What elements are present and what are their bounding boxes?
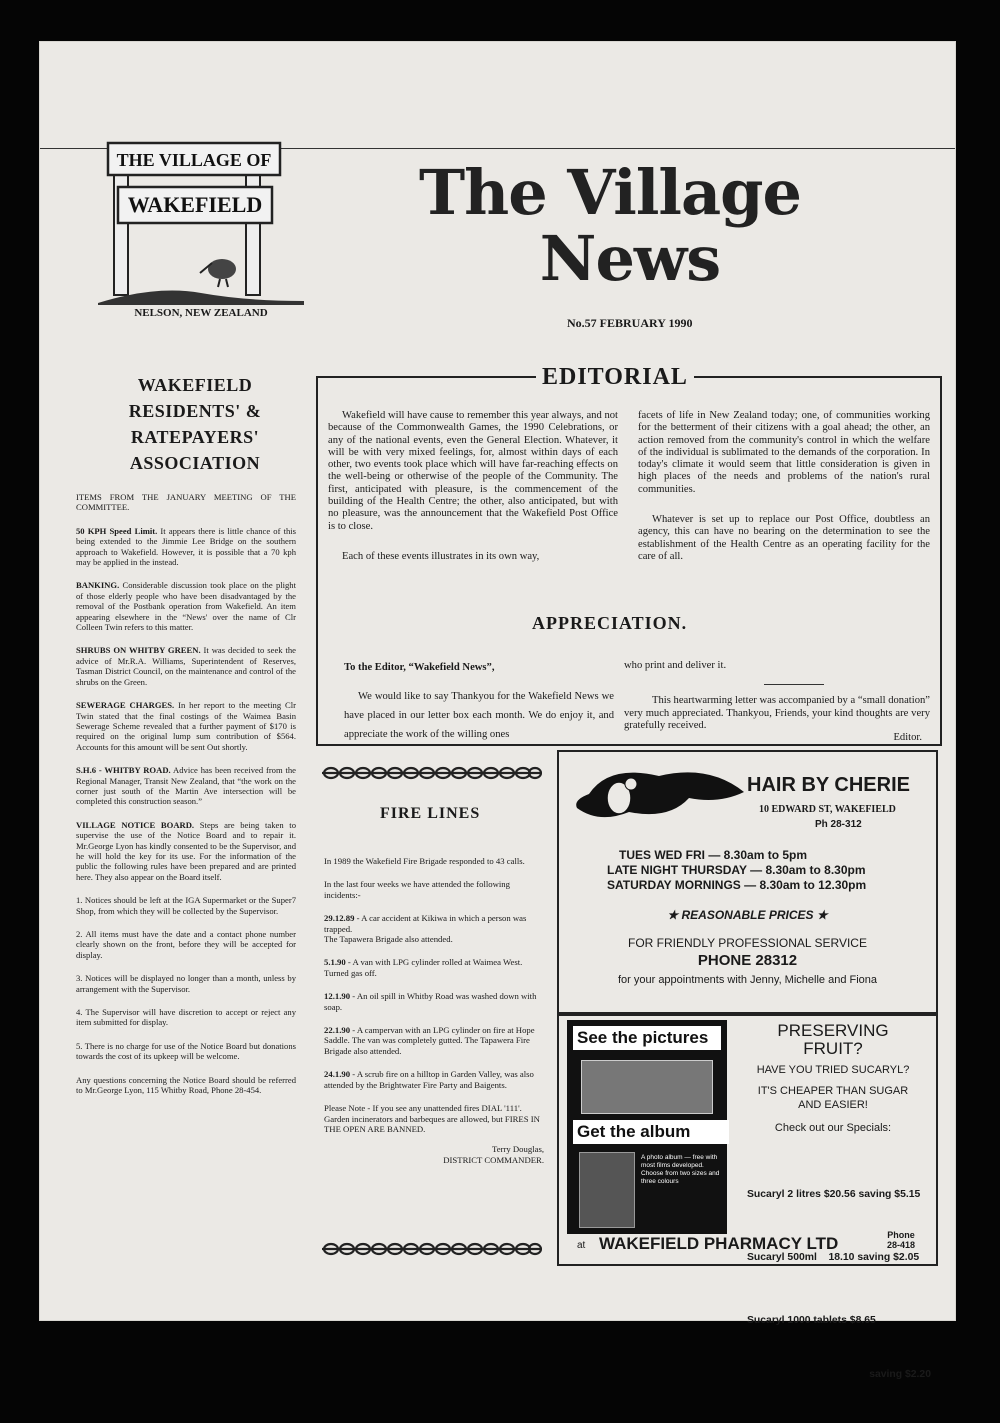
fire-incident: 24.1.90 - A scrub fire on a hilltop in Garden Valley, was also attended by the Brightwater Fire Party and Baigents. (324, 1069, 534, 1090)
heading-line: FRUIT? (803, 1039, 863, 1058)
appreciation-continued: who print and deliver it. (624, 660, 727, 671)
assoc-rule: 1. Notices should be left at the IGA Supermarket or the Super7 Shop, from which they will be collected by the Supervisor. (76, 895, 296, 916)
salon-prices: ★ REASONABLE PRICES ★ (667, 908, 828, 922)
logo-line2: WAKEFIELD (127, 192, 263, 217)
phone-number: 28-418 (887, 1240, 916, 1250)
issue-number: No.57 FEBRUARY 1990 (567, 316, 693, 330)
heading-line: PRESERVING (777, 1021, 889, 1040)
phone-label: Phone (887, 1230, 915, 1240)
association-column (76, 492, 296, 1108)
assoc-rule: 5. There is no charge for use of the Notice Board but donations towards the cost of its upkeep will be welcome. (76, 1040, 296, 1062)
pharmacy-name: WAKEFIELD PHARMACY LTD (599, 1234, 839, 1253)
hours-line: LATE NIGHT THURSDAY — 8.30am to 8.30pm (607, 863, 866, 877)
assoc-intro: ITEMS FROM THE JANUARY MEETING OF THE COMMITTEE. (76, 492, 296, 513)
salon-phone: PHONE 28312 (697, 952, 798, 969)
assoc-item: 50 KPH Speed Limit. It appears there is little chance of this being extended to the Jimmie Lee Bridge on the southern approach to Wakefield. However, it is possible that a 70 kph may be applied in the instead. (76, 525, 296, 568)
special-saving: saving $2.20 (869, 1369, 931, 1380)
divider (764, 684, 824, 685)
claim-line: AND EASIER! (798, 1099, 868, 1111)
chain-border-icon (322, 1242, 542, 1256)
salon-phone-small: Ph 28-312 (815, 819, 862, 830)
assoc-item: SHRUBS ON WHITBY GREEN. It was decided to seek the advice of Mr.R.A. Williams, Superintendent of Reserves, Tasman District Council, on the maintenance and control of the shrubs on the Green. (76, 645, 296, 687)
fire-intro: In the last four weeks we have attended the following incidents:- (324, 879, 510, 900)
assoc-item: VILLAGE NOTICE BOARD. Steps are being taken to supervise the use of the Notice Board and to repair it. Mr.George Lyon has kindly consented to be the Supervisor, and he will hold the key for its use. For the information of the public the following rules have been prepared and are printed here. They also appear on the Board itself. (76, 819, 296, 882)
salon-name: HAIR BY CHERIE (747, 774, 910, 796)
fire-lines-title: FIRE LINES (380, 805, 481, 822)
appreciation-response (624, 660, 930, 744)
fire-lines-column (324, 856, 546, 1165)
assoc-item: SEWERAGE CHARGES. In her report to the meeting Clr Twin stated that the final costings of the Waimea Basin Sewerage Scheme revealed that a further payment of $170 is required on the original lump sum contribution of $564. Accounts for this amount will be sent Out shortly. (76, 700, 296, 752)
fire-incident: 22.1.90 - A campervan with an LPG cylinder on fire at Hope Saddle. The van was completely gutted. The Tapawera Fire Brigade also attended. (324, 1025, 535, 1056)
appreciation-body: We would like to say Thankyou for the Wakefield News we have placed in our letter box each month. We do enjoy it, and appreciate the work of the willing ones (344, 691, 614, 740)
pharmacy-at: at (577, 1240, 586, 1251)
chain-border-icon (322, 766, 542, 780)
promo-heading: See the pictures (573, 1026, 721, 1050)
assoc-rule: 3. Notices will be displayed no longer than a month, unless by arrangement with the Supervisor. (76, 973, 296, 994)
special-item: Sucaryl 500ml 18.10 saving $2.05 (747, 1252, 920, 1263)
hair-by-cherie-ad (557, 750, 938, 1016)
editorial-paragraph: Whatever is set up to replace our Post Office, doubtless an agency, this can have no bearing on the determination to see the establishment of the Health Centre as an operating facility for the care of all. (638, 514, 930, 562)
appreciation-reply: This heartwarming letter was accompanied by a “small donation” very much appreciated. Thankyou, Friends, your kind thoughts are very gratefully received. (624, 695, 930, 731)
promo-heading: Get the album (573, 1120, 729, 1144)
salon-appointments: for your appointments with Jenny, Michelle and Fiona (617, 974, 878, 986)
fire-intro: In 1989 the Wakefield Fire Brigade responded to 43 calls. (324, 856, 525, 866)
claim-line: IT'S CHEAPER THAN SUGAR (757, 1085, 909, 1097)
fire-note: Please Note - If you see any unattended fires DIAL '111'. Garden incinerators and barbeques are allowed, but FIRES IN THE OPEN ARE BANNED. (324, 1103, 540, 1134)
woman-portrait-icon (569, 764, 749, 834)
appreciation-signature: Editor. (893, 732, 922, 744)
promo-blurb: A photo album — free with most films developed. Choose from two sizes and three colours (641, 1154, 720, 1185)
assoc-item: S.H.6 - WHITBY ROAD. Advice has been received from the Regional Manager, Transit New Zealand, that “the work on the corner just south of the Martin Ave intersection will be completed this construction season.” (76, 765, 296, 807)
photo-icon (581, 1060, 713, 1114)
fire-signer-title: DISTRICT COMMANDER. (443, 1154, 544, 1165)
masthead-line2: News (539, 222, 721, 295)
photo-album-promo (567, 1020, 727, 1234)
pharmacy-ad (557, 1012, 938, 1380)
salon-address: 10 EDWARD ST, WAKEFIELD (759, 804, 896, 815)
assoc-rule: 2. All items must have the date and a contact phone number clearly shown on the front, before they will be accepted for display. (76, 929, 296, 960)
assoc-title-line: RESIDENTS' & (128, 401, 262, 421)
logo-line1: THE VILLAGE OF (116, 150, 272, 170)
masthead-title (410, 156, 810, 295)
sucaryl-claim (735, 1084, 931, 1112)
fire-signer: Terry Douglas, (492, 1144, 544, 1155)
assoc-item: BANKING. Considerable discussion took place on the plight of those elderly people who have been disadvantaged by the removal of the Postbank operation from Wakefield. An item appearing elsewhere in the “News' over the name of Clr Colleen Twin refers to this matter. (76, 580, 296, 633)
assoc-title-line: ASSOCIATION (129, 453, 261, 473)
assoc-title-line: WAKEFIELD (137, 375, 253, 395)
association-title (90, 372, 300, 476)
appreciation-salutation: To the Editor, “Wakefield News”, (344, 662, 495, 673)
signpost-icon (96, 135, 306, 305)
hours-line: TUES WED FRI — 8.30am to 5pm (619, 848, 808, 862)
sucaryl-heading (735, 1022, 931, 1058)
specials-list (747, 1142, 931, 1423)
assoc-contact: Any questions concerning the Notice Board should be referred to Mr.George Lyon, 115 Whitby Road, Phone 28-454. (76, 1074, 296, 1096)
assoc-title-line: RATEPAYERS' (130, 427, 260, 447)
salon-service: FOR FRIENDLY PROFESSIONAL SERVICE (628, 936, 867, 950)
special-item: Sucaryl 1000 tablets $8.65 (747, 1315, 876, 1326)
specials-intro: Check out our Specials: (774, 1122, 892, 1134)
editorial-paragraph: facets of life in New Zealand today; one, of communities working for the betterment of their citizens with a goal ahead; the other, an action removed from the community's control in which the welfare of the individual is sublimated to the demands of the corporation. In today's climate it would seem that little consideration is given in high places of the needs and problems of the nation's rural communities. (638, 410, 930, 495)
logo-location: NELSON, NEW ZEALAND (134, 307, 268, 319)
appreciation-letter (344, 658, 614, 744)
fire-incident: 5.1.90 - A van with LPG cylinder rolled at Waimea West. Turned gas off. (324, 957, 523, 978)
fire-incident: 12.1.90 - An oil spill in Whitby Road was washed down with soap. (324, 991, 537, 1012)
sucaryl-question: HAVE YOU TRIED SUCARYL? (756, 1064, 910, 1076)
editorial-right-column (638, 410, 930, 581)
special-item: Sucaryl 2 litres $20.56 saving $5.15 (747, 1189, 921, 1200)
editorial-box (316, 364, 942, 746)
masthead-line1: The Village (419, 156, 801, 229)
salon-hours (607, 848, 927, 893)
editorial-left-column (328, 410, 618, 581)
hours-line: SATURDAY MORNINGS — 8.30am to 12.30pm (607, 878, 867, 892)
village-logo (96, 135, 306, 325)
editorial-paragraph: Each of these events illustrates in its own way, (342, 550, 540, 562)
fire-incident: 29.12.89 - A car accident at Kikiwa in which a person was trapped. The Tapawera Brigade also attended. (324, 913, 527, 945)
album-icon (579, 1152, 635, 1228)
appreciation-title: APPRECIATION. (532, 613, 688, 633)
assoc-rule: 4. The Supervisor will have discretion to accept or reject any item submitted for display. (76, 1007, 296, 1028)
editorial-paragraph: Wakefield will have cause to remember this year always, and not because of the Commonwealth Games, the 1990 Celebrations, or any of the national events, even the General Election. Whatever, it will be with very mixed feelings, for, almost within days of each other, two events took place which will have far-reaching effects on the well-being or otherwise of the people of the Community. The first, anticipated with pleasure, is the commencement of the building of the Health Centre; the other, also anticipated, but with no pleasure, was the announcement that the Wakefield Post Office is to close. (328, 410, 618, 532)
editorial-title: EDITORIAL (536, 364, 694, 391)
